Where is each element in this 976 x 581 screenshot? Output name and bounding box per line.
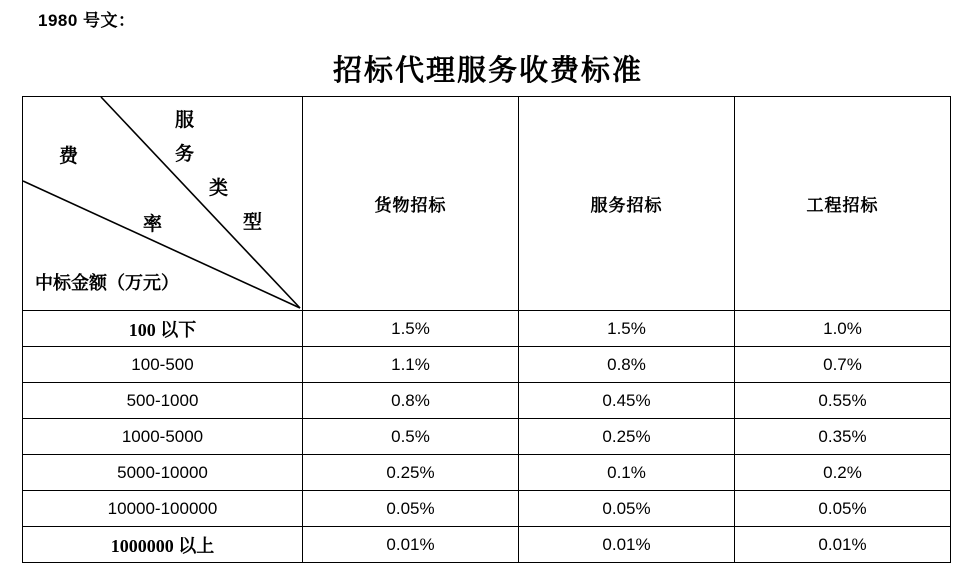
cell-value: 0.45% [519,383,735,419]
cell-value: 0.7% [735,347,951,383]
row-label: 5000-10000 [23,455,303,491]
corner-label-wu-char: 务 [175,144,195,165]
page-title: 招标代理服务收费标准 [332,55,643,87]
cell-value: 0.05% [519,491,735,527]
corner-label-rate: 率 [143,214,163,235]
table-body [23,97,951,563]
cell-value: 0.8% [519,347,735,383]
row-label: 10000-100000 [23,491,303,527]
cell-value: 0.55% [735,383,951,419]
corner-label-amount: 中标金额（万元） [35,273,179,293]
table-row [23,383,951,419]
cell-value: 0.1% [519,455,735,491]
row-label: 1000000 以上 [23,527,303,563]
cell-value: 0.5% [303,419,519,455]
cell-value: 1.5% [303,311,519,347]
cell-value: 0.35% [735,419,951,455]
fee-standard-table-wrapper [22,96,950,563]
table-row [23,419,951,455]
cell-value: 0.2% [735,455,951,491]
corner-label-service-char: 服 [175,110,195,131]
cell-value: 1.1% [303,347,519,383]
corner-label-lei-char: 类 [209,178,229,199]
column-header-engineering: 工程招标 [735,97,951,311]
cell-value: 0.25% [303,455,519,491]
fee-standard-table [22,96,951,563]
cell-value: 0.01% [735,527,951,563]
cell-value: 0.01% [303,527,519,563]
table-header-row [23,97,951,311]
cell-value: 0.8% [303,383,519,419]
cell-value: 0.25% [519,419,735,455]
table-row [23,311,951,347]
corner-label-fee: 费 [59,146,79,167]
column-header-service: 服务招标 [519,97,735,311]
cell-value: 0.01% [519,527,735,563]
row-label: 500-1000 [23,383,303,419]
corner-diagonal-area [23,97,302,310]
column-header-goods: 货物招标 [303,97,519,311]
row-label: 1000-5000 [23,419,303,455]
corner-label-xing-char: 型 [243,212,263,233]
table-row [23,455,951,491]
cell-value: 1.0% [735,311,951,347]
table-row [23,491,951,527]
cell-value: 0.05% [735,491,951,527]
table-row [23,527,951,563]
row-label: 100 以下 [23,311,303,347]
table-corner-header [23,97,303,311]
row-label: 100-500 [23,347,303,383]
cell-value: 1.5% [519,311,735,347]
document-note: 1980 号文： [38,11,136,30]
cell-value: 0.05% [303,491,519,527]
table-row [23,347,951,383]
